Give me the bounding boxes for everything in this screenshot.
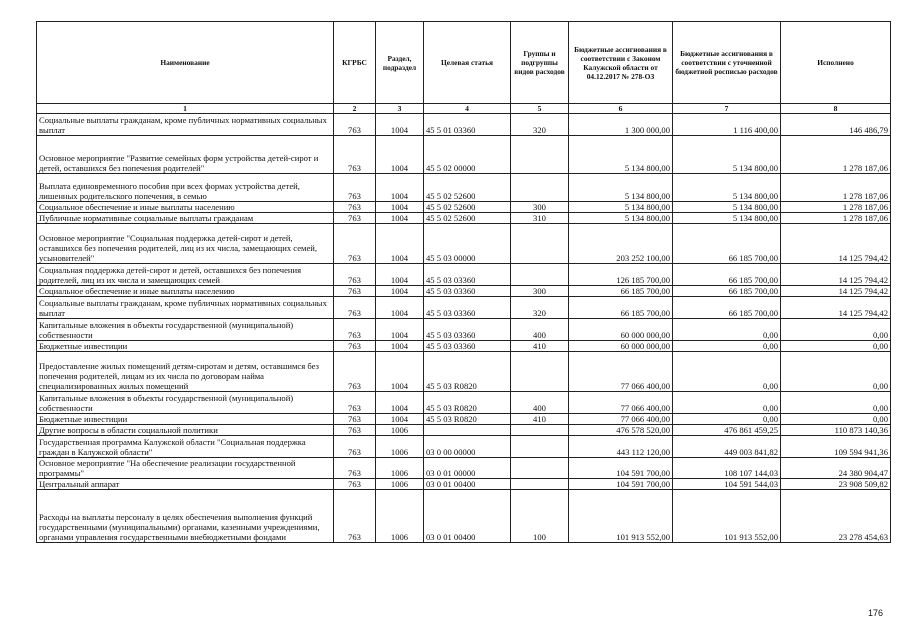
row-section: 1006 <box>376 479 424 490</box>
header-kgrbs: КГРБС <box>334 22 376 104</box>
row-target: 45 5 03 R0820 <box>424 352 511 392</box>
table-row <box>37 436 891 458</box>
row-law-amount: 77 066 400,00 <box>569 414 673 425</box>
row-section: 1004 <box>376 114 424 136</box>
table-row <box>37 341 891 352</box>
row-kgrbs: 763 <box>334 352 376 392</box>
column-number: 7 <box>673 104 781 114</box>
row-name: Основное мероприятие "Социальная поддержка детей-сирот и детей, оставшихся без попечения родителей, лиц из их числа, замещающих семей, усыновителей" <box>37 224 334 264</box>
row-section: 1006 <box>376 436 424 458</box>
row-target: 45 5 03 03360 <box>424 297 511 319</box>
row-executed-amount: 23 278 454,63 <box>781 490 891 543</box>
row-section: 1006 <box>376 425 424 436</box>
row-kgrbs: 763 <box>334 114 376 136</box>
table-row <box>37 392 891 414</box>
table-row <box>37 224 891 264</box>
row-revised-amount: 5 134 800,00 <box>673 202 781 213</box>
row-revised-amount: 5 134 800,00 <box>673 136 781 174</box>
column-number: 6 <box>569 104 673 114</box>
row-name: Выплата единовременного пособия при всех формах устройства детей, лишенных родительского попечения, в семью <box>37 174 334 202</box>
row-law-amount: 443 112 120,00 <box>569 436 673 458</box>
table-row <box>37 174 891 202</box>
row-law-amount: 5 134 800,00 <box>569 202 673 213</box>
row-group <box>511 352 569 392</box>
header-name: Наименование <box>37 22 334 104</box>
budget-table <box>36 21 891 543</box>
row-law-amount: 60 000 000,00 <box>569 341 673 352</box>
row-target: 45 5 02 52600 <box>424 213 511 224</box>
row-kgrbs: 763 <box>334 319 376 341</box>
row-target: 45 5 03 R0820 <box>424 414 511 425</box>
table-row <box>37 425 891 436</box>
row-law-amount: 5 134 800,00 <box>569 136 673 174</box>
table-row <box>37 414 891 425</box>
header-groups: Группы и подгруппы видов расходов <box>511 22 569 104</box>
row-name: Капитальные вложения в объекты государственной (муниципальной) собственности <box>37 319 334 341</box>
column-number: 4 <box>424 104 511 114</box>
header-section: Раздел, подраздел <box>376 22 424 104</box>
row-kgrbs: 763 <box>334 425 376 436</box>
table-body <box>37 114 891 543</box>
row-group: 410 <box>511 341 569 352</box>
row-group: 300 <box>511 286 569 297</box>
row-name: Предоставление жилых помещений детям-сиротам и детям, оставшимся без попечения родителей, лицам из их числа по договорам найма специализированных жилых помещений <box>37 352 334 392</box>
column-number: 3 <box>376 104 424 114</box>
row-section: 1004 <box>376 174 424 202</box>
row-section: 1006 <box>376 490 424 543</box>
row-section: 1004 <box>376 202 424 213</box>
row-executed-amount: 0,00 <box>781 414 891 425</box>
row-law-amount: 77 066 400,00 <box>569 352 673 392</box>
row-executed-amount: 14 125 794,42 <box>781 297 891 319</box>
table-row <box>37 490 891 543</box>
row-section: 1004 <box>376 224 424 264</box>
row-revised-amount: 108 107 144,03 <box>673 458 781 479</box>
header-target: Целевая статья <box>424 22 511 104</box>
row-executed-amount: 24 380 904,47 <box>781 458 891 479</box>
row-target: 45 5 03 03360 <box>424 341 511 352</box>
row-executed-amount: 14 125 794,42 <box>781 224 891 264</box>
row-target: 45 5 02 52600 <box>424 174 511 202</box>
row-section: 1004 <box>376 414 424 425</box>
row-kgrbs: 763 <box>334 490 376 543</box>
row-group <box>511 436 569 458</box>
row-group <box>511 479 569 490</box>
header-row <box>37 22 891 104</box>
row-target <box>424 425 511 436</box>
header-revised: Бюджетные ассигнования в соответствии с уточненной бюджетной росписью расходов <box>673 22 781 104</box>
row-law-amount: 101 913 552,00 <box>569 490 673 543</box>
row-section: 1004 <box>376 352 424 392</box>
row-revised-amount: 476 861 459,25 <box>673 425 781 436</box>
row-kgrbs: 763 <box>334 174 376 202</box>
row-law-amount: 66 185 700,00 <box>569 286 673 297</box>
row-group: 100 <box>511 490 569 543</box>
table-row <box>37 479 891 490</box>
row-group <box>511 136 569 174</box>
row-revised-amount: 0,00 <box>673 319 781 341</box>
row-revised-amount: 66 185 700,00 <box>673 297 781 319</box>
row-law-amount: 60 000 000,00 <box>569 319 673 341</box>
row-target: 45 5 03 00000 <box>424 224 511 264</box>
row-law-amount: 104 591 700,00 <box>569 479 673 490</box>
row-revised-amount: 104 591 544,03 <box>673 479 781 490</box>
table-row <box>37 286 891 297</box>
table-row <box>37 264 891 286</box>
row-revised-amount: 449 003 841,82 <box>673 436 781 458</box>
row-kgrbs: 763 <box>334 264 376 286</box>
row-target: 45 5 03 03360 <box>424 264 511 286</box>
row-law-amount: 5 134 800,00 <box>569 213 673 224</box>
row-revised-amount: 5 134 800,00 <box>673 213 781 224</box>
row-target: 45 5 02 00000 <box>424 136 511 174</box>
row-section: 1004 <box>376 392 424 414</box>
row-name: Социальные выплаты гражданам, кроме публичных нормативных социальных выплат <box>37 114 334 136</box>
row-name: Социальная поддержка детей-сирот и детей, оставшихся без попечения родителей, лиц из их числа и замещающих семей <box>37 264 334 286</box>
row-executed-amount: 1 278 187,06 <box>781 202 891 213</box>
row-law-amount: 104 591 700,00 <box>569 458 673 479</box>
column-number-row <box>37 104 891 114</box>
row-kgrbs: 763 <box>334 392 376 414</box>
row-revised-amount: 66 185 700,00 <box>673 264 781 286</box>
row-law-amount: 476 578 520,00 <box>569 425 673 436</box>
row-revised-amount: 0,00 <box>673 414 781 425</box>
row-kgrbs: 763 <box>334 297 376 319</box>
row-law-amount: 5 134 800,00 <box>569 174 673 202</box>
row-name: Бюджетные инвестиции <box>37 341 334 352</box>
row-target: 03 0 00 00000 <box>424 436 511 458</box>
row-section: 1004 <box>376 319 424 341</box>
row-name: Основное мероприятие "Развитие семейных форм устройства детей-сирот и детей, оставшихся без попечения родителей" <box>37 136 334 174</box>
table-row <box>37 213 891 224</box>
row-group: 410 <box>511 414 569 425</box>
row-executed-amount: 14 125 794,42 <box>781 264 891 286</box>
row-executed-amount: 0,00 <box>781 352 891 392</box>
row-name: Центральный аппарат <box>37 479 334 490</box>
row-kgrbs: 763 <box>334 202 376 213</box>
table-row <box>37 352 891 392</box>
row-law-amount: 66 185 700,00 <box>569 297 673 319</box>
row-executed-amount: 23 908 509,82 <box>781 479 891 490</box>
row-kgrbs: 763 <box>334 458 376 479</box>
row-law-amount: 77 066 400,00 <box>569 392 673 414</box>
row-group: 300 <box>511 202 569 213</box>
page-number: 176 <box>868 608 884 618</box>
table-row <box>37 114 891 136</box>
header-executed: Исполнено <box>781 22 891 104</box>
table-row <box>37 458 891 479</box>
row-target: 03 0 01 00400 <box>424 479 511 490</box>
row-revised-amount: 0,00 <box>673 341 781 352</box>
row-executed-amount: 1 278 187,06 <box>781 136 891 174</box>
row-name: Социальные выплаты гражданам, кроме публичных нормативных социальных выплат <box>37 297 334 319</box>
row-group <box>511 425 569 436</box>
row-kgrbs: 763 <box>334 436 376 458</box>
row-executed-amount: 109 594 941,36 <box>781 436 891 458</box>
row-group: 320 <box>511 114 569 136</box>
row-target: 45 5 01 03360 <box>424 114 511 136</box>
row-law-amount: 126 185 700,00 <box>569 264 673 286</box>
row-kgrbs: 763 <box>334 479 376 490</box>
row-section: 1006 <box>376 458 424 479</box>
row-kgrbs: 763 <box>334 341 376 352</box>
row-kgrbs: 763 <box>334 286 376 297</box>
row-group <box>511 174 569 202</box>
row-executed-amount: 14 125 794,42 <box>781 286 891 297</box>
row-kgrbs: 763 <box>334 136 376 174</box>
row-target: 03 0 01 00000 <box>424 458 511 479</box>
row-executed-amount: 146 486,79 <box>781 114 891 136</box>
row-revised-amount: 101 913 552,00 <box>673 490 781 543</box>
row-revised-amount: 0,00 <box>673 352 781 392</box>
row-name: Социальное обеспечение и иные выплаты населению <box>37 286 334 297</box>
row-executed-amount: 0,00 <box>781 341 891 352</box>
row-law-amount: 203 252 100,00 <box>569 224 673 264</box>
row-name: Другие вопросы в области социальной политики <box>37 425 334 436</box>
row-section: 1004 <box>376 264 424 286</box>
row-section: 1004 <box>376 297 424 319</box>
row-group <box>511 264 569 286</box>
row-revised-amount: 1 116 400,00 <box>673 114 781 136</box>
row-executed-amount: 110 873 140,36 <box>781 425 891 436</box>
row-target: 45 5 03 R0820 <box>424 392 511 414</box>
table-row <box>37 202 891 213</box>
row-section: 1004 <box>376 286 424 297</box>
row-name: Расходы на выплаты персоналу в целях обеспечения выполнения функций государственными (муниципальными) органами, казенными учреждениями, органами управления государственными внебюджетными фондами <box>37 490 334 543</box>
row-group: 310 <box>511 213 569 224</box>
row-revised-amount: 66 185 700,00 <box>673 224 781 264</box>
table-row <box>37 136 891 174</box>
row-section: 1004 <box>376 136 424 174</box>
row-name: Государственная программа Калужской области "Социальная поддержка граждан в Калужской области" <box>37 436 334 458</box>
column-number: 5 <box>511 104 569 114</box>
row-group <box>511 224 569 264</box>
row-name: Основное мероприятие "На обеспечение реализации государственной программы" <box>37 458 334 479</box>
row-group: 400 <box>511 392 569 414</box>
row-executed-amount: 1 278 187,06 <box>781 213 891 224</box>
row-group <box>511 458 569 479</box>
row-target: 45 5 02 52600 <box>424 202 511 213</box>
row-group: 400 <box>511 319 569 341</box>
row-revised-amount: 66 185 700,00 <box>673 286 781 297</box>
row-group: 320 <box>511 297 569 319</box>
row-name: Публичные нормативные социальные выплаты гражданам <box>37 213 334 224</box>
table-row <box>37 297 891 319</box>
row-executed-amount: 0,00 <box>781 392 891 414</box>
row-revised-amount: 5 134 800,00 <box>673 174 781 202</box>
row-target: 03 0 01 00400 <box>424 490 511 543</box>
row-target: 45 5 03 03360 <box>424 319 511 341</box>
row-section: 1004 <box>376 213 424 224</box>
column-number: 8 <box>781 104 891 114</box>
header-law: Бюджетные ассигнования в соответствии с Законом Калужской области от 04.12.2017 № 278-ОЗ <box>569 22 673 104</box>
row-law-amount: 1 300 000,00 <box>569 114 673 136</box>
row-name: Социальное обеспечение и иные выплаты населению <box>37 202 334 213</box>
row-name: Бюджетные инвестиции <box>37 414 334 425</box>
table-row <box>37 319 891 341</box>
column-number: 2 <box>334 104 376 114</box>
row-kgrbs: 763 <box>334 414 376 425</box>
row-kgrbs: 763 <box>334 213 376 224</box>
row-name: Капитальные вложения в объекты государственной (муниципальной) собственности <box>37 392 334 414</box>
row-executed-amount: 0,00 <box>781 319 891 341</box>
row-kgrbs: 763 <box>334 224 376 264</box>
row-executed-amount: 1 278 187,06 <box>781 174 891 202</box>
row-target: 45 5 03 03360 <box>424 286 511 297</box>
row-section: 1004 <box>376 341 424 352</box>
row-revised-amount: 0,00 <box>673 392 781 414</box>
column-number: 1 <box>37 104 334 114</box>
